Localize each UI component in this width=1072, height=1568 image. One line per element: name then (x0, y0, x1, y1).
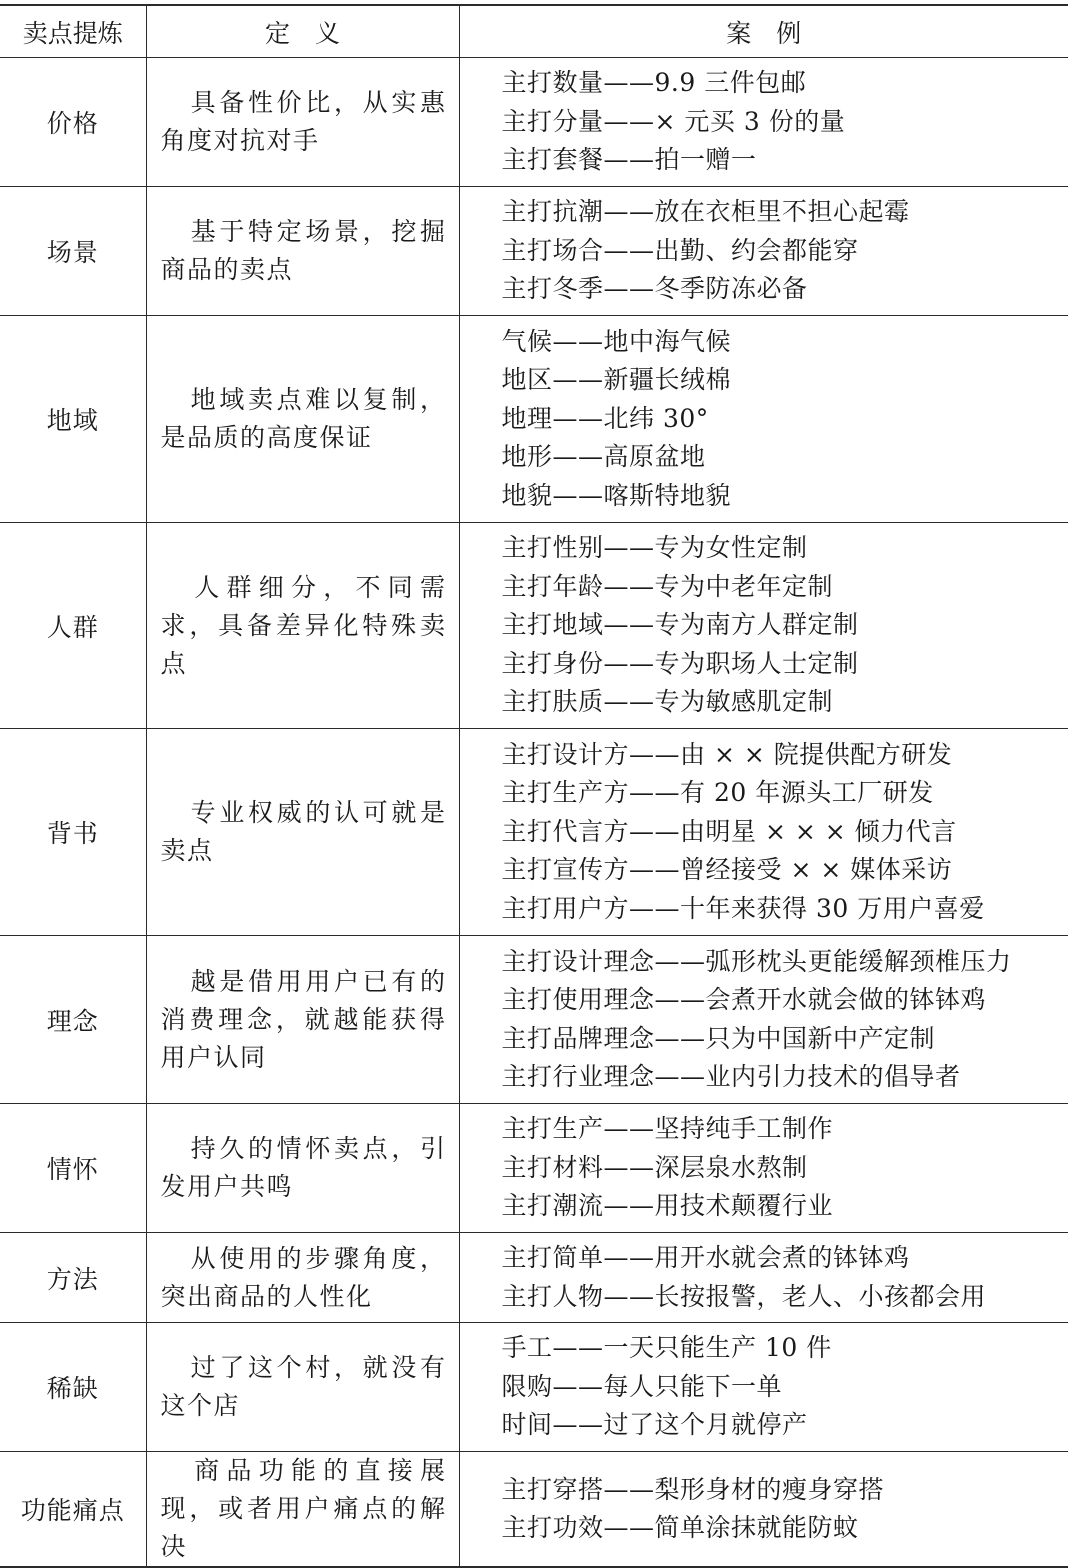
table-row (0, 523, 1068, 729)
example-line: 主打肤质——专为敏感肌定制 (501, 687, 834, 717)
definition-text: 过了这个村，就没有这个店 (160, 1353, 447, 1420)
examples-cell (459, 316, 1068, 523)
category-cell: 背书 (0, 729, 146, 936)
category-cell: 方法 (0, 1233, 146, 1323)
example-line: 主打生产——坚持纯手工制作 (501, 1114, 834, 1144)
definition-text: 专业权威的认可就是卖点 (160, 798, 447, 865)
definition-text: 具备性价比，从实惠角度对抗对手 (160, 88, 447, 155)
definition-cell (146, 58, 459, 187)
example-line: 主打身份——专为职场人士定制 (501, 648, 859, 678)
example-line: 主打套餐——拍一赠一 (501, 145, 757, 175)
definition-text: 人群细分，不同需求，具备差异化特殊卖点 (160, 572, 447, 678)
example-line: 地理——北纬 30° (501, 403, 709, 433)
table-row (0, 58, 1068, 187)
example-line: 主打行业理念——业内引力技术的倡导者 (501, 1062, 961, 1091)
table-row (0, 1233, 1068, 1323)
example-line: 地形——高原盆地 (501, 442, 706, 472)
example-line: 主打代言方——由明星 × × × 倾力代言 (501, 816, 957, 846)
category-cell: 场景 (0, 187, 146, 316)
header-definition: 定 义 (146, 5, 459, 58)
category-cell: 价格 (0, 58, 146, 187)
example-line: 手工——一天只能生产 10 件 (501, 1333, 832, 1363)
header-row (0, 5, 1068, 58)
examples-cell (459, 1452, 1068, 1568)
table-row (0, 1104, 1068, 1233)
examples-cell (459, 58, 1068, 187)
table-body (0, 58, 1068, 1568)
example-line: 主打抗潮——放在衣柜里不担心起霉 (501, 197, 910, 227)
table-row (0, 936, 1068, 1104)
example-line: 主打设计理念——弧形枕头更能缓解颈椎压力 (501, 946, 1012, 976)
example-line: 主打品牌理念——只为中国新中产定制 (501, 1023, 936, 1053)
example-line: 主打宣传方——曾经接受 × × 媒体采访 (501, 855, 953, 885)
definition-cell (146, 1104, 459, 1233)
definition-cell (146, 729, 459, 936)
table-row (0, 1323, 1068, 1452)
example-line: 主打材料——深层泉水熬制 (501, 1152, 808, 1182)
header-category: 卖点提炼 (0, 5, 146, 58)
definition-cell (146, 936, 459, 1104)
definition-cell (146, 523, 459, 729)
example-line: 主打数量——9.9 三件包邮 (501, 68, 807, 98)
definition-text: 持久的情怀卖点，引发用户共鸣 (160, 1134, 447, 1201)
example-line: 主打生产方——有 20 年源头工厂研发 (501, 778, 934, 808)
category-cell: 功能痛点 (0, 1452, 146, 1568)
table-header (0, 5, 1068, 58)
example-line: 主打地域——专为南方人群定制 (501, 610, 859, 640)
definition-cell (146, 1452, 459, 1568)
definition-text: 从使用的步骤角度，突出商品的人性化 (160, 1243, 447, 1311)
examples-cell (459, 1323, 1068, 1452)
example-line: 主打设计方——由 × × 院提供配方研发 (501, 739, 953, 769)
examples-cell (459, 523, 1068, 729)
definition-cell (146, 1233, 459, 1323)
example-line: 主打用户方——十年来获得 30 万用户喜爱 (501, 893, 985, 923)
examples-cell (459, 1233, 1068, 1323)
header-examples: 案 例 (459, 5, 1068, 58)
examples-cell (459, 729, 1068, 936)
examples-cell (459, 1104, 1068, 1233)
category-cell: 情怀 (0, 1104, 146, 1233)
category-cell: 人群 (0, 523, 146, 729)
definition-cell (146, 187, 459, 316)
example-line: 主打场合——出勤、约会都能穿 (501, 235, 859, 265)
example-line: 主打潮流——用技术颠覆行业 (501, 1191, 834, 1221)
definition-text: 地域卖点难以复制，是品质的高度保证 (160, 385, 447, 452)
example-line: 主打冬季——冬季防冻必备 (501, 274, 808, 304)
example-line: 限购——每人只能下一单 (501, 1371, 783, 1401)
example-line: 气候——地中海气候 (501, 326, 732, 356)
example-line: 主打功效——简单涂抹就能防蚊 (501, 1513, 859, 1542)
example-line: 主打简单——用开水就会煮的钵钵鸡 (501, 1243, 910, 1272)
example-line: 地貌——喀斯特地貌 (501, 480, 732, 510)
category-cell: 稀缺 (0, 1323, 146, 1452)
example-line: 主打使用理念——会煮开水就会做的钵钵鸡 (501, 985, 987, 1014)
table-row (0, 729, 1068, 936)
category-cell: 理念 (0, 936, 146, 1104)
example-line: 时间——过了这个月就停产 (501, 1410, 808, 1440)
table-row (0, 1452, 1068, 1568)
examples-cell (459, 187, 1068, 316)
definition-text: 商品功能的直接展现，或者用户痛点的解决 (160, 1456, 447, 1561)
example-line: 主打年龄——专为中老年定制 (501, 571, 834, 601)
definition-text: 基于特定场景，挖掘商品的卖点 (160, 217, 447, 284)
example-line: 主打性别——专为女性定制 (501, 533, 808, 563)
selling-point-table (0, 4, 1068, 1568)
examples-cell (459, 936, 1068, 1104)
category-cell: 地域 (0, 316, 146, 523)
example-line: 主打人物——长按报警，老人、小孩都会用 (501, 1281, 987, 1311)
example-line: 主打分量——× 元买 3 份的量 (501, 106, 846, 136)
table-row (0, 187, 1068, 316)
definition-cell (146, 316, 459, 523)
example-line: 主打穿搭——梨形身材的瘦身穿搭 (501, 1474, 885, 1504)
table-row (0, 316, 1068, 523)
example-line: 地区——新疆长绒棉 (501, 365, 732, 395)
definition-cell (146, 1323, 459, 1452)
definition-text: 越是借用用户已有的消费理念，就越能获得用户认同 (160, 966, 447, 1072)
